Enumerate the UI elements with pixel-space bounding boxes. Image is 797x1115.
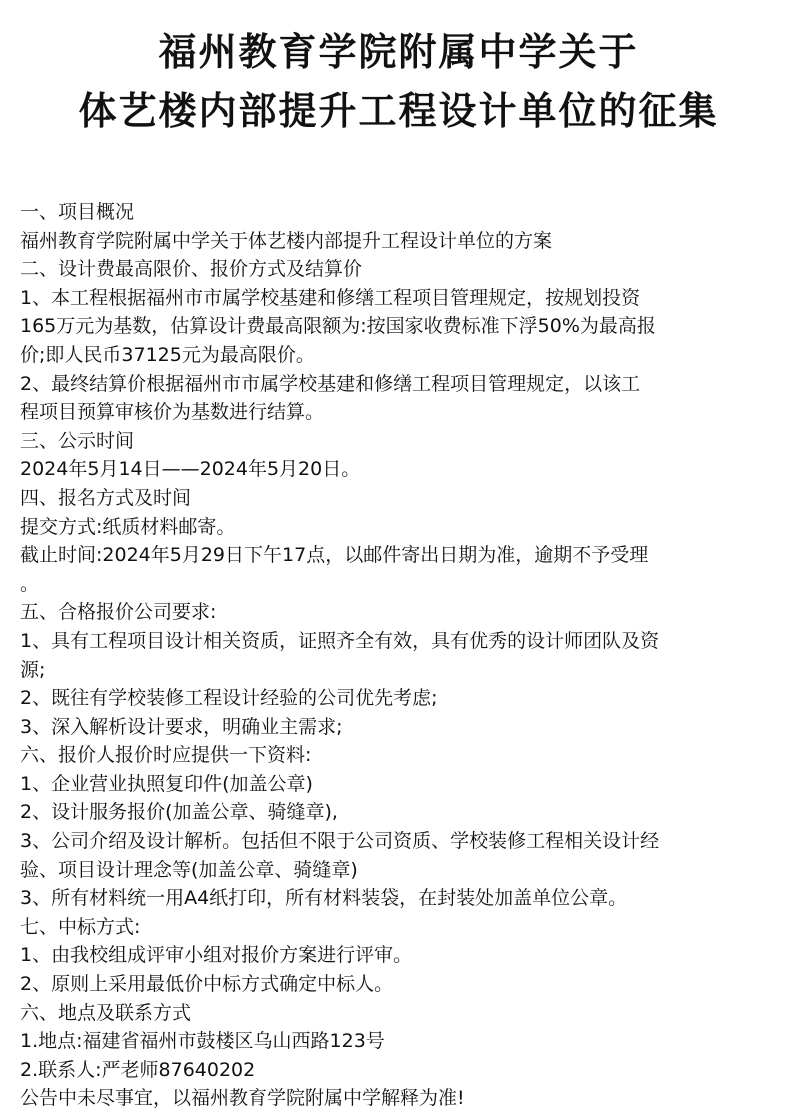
paragraph-line: 截止时间:2024年5月29日下午17点，以邮件寄出日期为准，逾期不予受理 [20, 544, 649, 567]
paragraph-line: 3、公司介绍及设计解析。包括但不限于公司资质、学校装修工程相关设计经 [20, 830, 660, 853]
paragraph-line: 2024年5月14日——2024年5月20日。 [20, 458, 361, 481]
section-heading-qualification: 五、合格报价公司要求: [20, 601, 217, 624]
section-heading-award-method: 七、中标方式: [20, 915, 141, 938]
paragraph-line: 价;即人民币37125元为最高限价。 [20, 343, 315, 366]
section-heading-publicity-period: 三、公示时间 [20, 429, 135, 452]
paragraph-line: 提交方式:纸质材料邮寄。 [20, 515, 236, 538]
paragraph-line: 3、所有材料统一用A4纸打印，所有材料装袋，在封装处加盖单位公章。 [20, 887, 628, 910]
paragraph-line: 2、原则上采用最低价中标方式确定中标人。 [20, 973, 394, 996]
paragraph-line: 程项目预算审核价为基数进行结算。 [20, 401, 325, 424]
paragraph-line: 2、最终结算价根据福州市市属学校基建和修缮工程项目管理规定，以该工 [20, 372, 641, 395]
paragraph-line: 1、具有工程项目设计相关资质，证照齐全有效，具有优秀的设计师团队及资 [20, 629, 660, 652]
paragraph-line: 3、深入解析设计要求，明确业主需求; [20, 715, 343, 738]
paragraph-line: 源; [20, 658, 46, 681]
paragraph-line: 2、设计服务报价(加盖公章、骑缝章), [20, 801, 338, 824]
section-heading-location-contact: 六、地点及联系方式 [20, 1001, 192, 1024]
paragraph-line: 验、项目设计理念等(加盖公章、骑缝章) [20, 858, 358, 881]
paragraph-line: 。 [20, 572, 40, 595]
paragraph-line: 165万元为基数，估算设计费最高限额为:按国家收费标准下浮50%为最高报 [20, 315, 656, 338]
paragraph-line: 2.联系人:严老师87640202 [20, 1058, 256, 1081]
paragraph-line: 福州教育学院附属中学关于体艺楼内部提升工程设计单位的方案 [20, 229, 553, 252]
section-heading-project-overview: 一、项目概况 [20, 201, 135, 223]
paragraph-line: 公告中未尽事宜，以福州教育学院附属中学解释为准! [20, 1087, 465, 1110]
paragraph-line: 1、本工程根据福州市市属学校基建和修缮工程项目管理规定，按规划投资 [20, 286, 641, 309]
document-body [20, 198, 780, 1113]
document-title-line-1: 福州教育学院附属中学关于 [158, 30, 639, 74]
paragraph-line: 2、既往有学校装修工程设计经验的公司优先考虑; [20, 687, 438, 710]
paragraph-line: 1、由我校组成评审小组对报价方案进行评审。 [20, 944, 413, 967]
section-heading-design-fee: 二、设计费最高限价、报价方式及结算价 [20, 258, 363, 281]
paragraph-line: 1、企业营业执照复印件(加盖公章) [20, 772, 313, 795]
paragraph-line: 1.地点:福建省福州市鼓楼区乌山西路123号 [20, 1030, 385, 1053]
document-title-line-2: 体艺楼内部提升工程设计单位的征集 [78, 89, 719, 133]
section-heading-registration: 四、报名方式及时间 [20, 486, 192, 509]
section-heading-required-materials: 六、报价人报价时应提供一下资料: [20, 744, 312, 767]
